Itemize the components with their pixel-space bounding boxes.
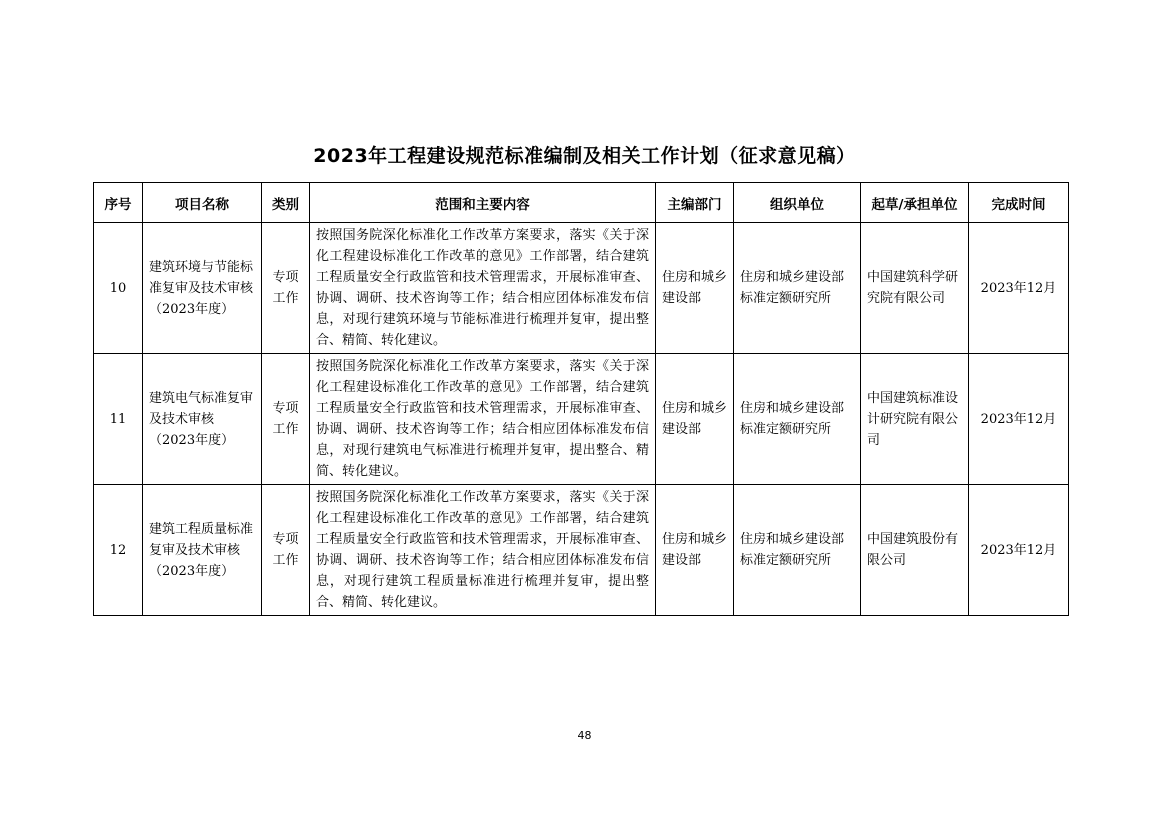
header-scope-content: 范围和主要内容 (310, 183, 656, 223)
cell-drafting-unit: 中国建筑股份有限公司 (861, 485, 969, 616)
cell-deadline: 2023年12月 (969, 354, 1069, 485)
cell-chief-department: 住房和城乡建设部 (656, 354, 734, 485)
cell-organizing-unit: 住房和城乡建设部标准定额研究所 (734, 354, 861, 485)
cell-project-name: 建筑环境与节能标准复审及技术审核（2023年度） (143, 223, 262, 354)
header-category: 类别 (262, 183, 310, 223)
cell-category: 专项工作 (262, 354, 310, 485)
cell-serial-number: 11 (94, 354, 143, 485)
cell-drafting-unit: 中国建筑标准设计研究院有限公司 (861, 354, 969, 485)
header-deadline: 完成时间 (969, 183, 1069, 223)
cell-serial-number: 12 (94, 485, 143, 616)
cell-organizing-unit: 住房和城乡建设部标准定额研究所 (734, 223, 861, 354)
cell-deadline: 2023年12月 (969, 223, 1069, 354)
page-title: 2023年工程建设规范标准编制及相关工作计划（征求意见稿） (313, 145, 856, 167)
table-row (94, 223, 1069, 354)
table-row (94, 485, 1069, 616)
cell-project-name: 建筑工程质量标准复审及技术审核（2023年度） (143, 485, 262, 616)
cell-category: 专项工作 (262, 223, 310, 354)
cell-deadline: 2023年12月 (969, 485, 1069, 616)
cell-drafting-unit: 中国建筑科学研究院有限公司 (861, 223, 969, 354)
cell-category: 专项工作 (262, 485, 310, 616)
cell-scope-content: 按照国务院深化标准化工作改革方案要求，落实《关于深化工程建设标准化工作改革的意见》工作部署，结合建筑工程质量安全行政监管和技术管理需求，开展标准审查、协调、调研、技术咨询等工作；结合相应团体标准发布信息，对现行建筑电气标准进行梳理并复审，提出整合、精简、转化建议。 (310, 354, 656, 485)
table-row (94, 354, 1069, 485)
header-drafting-unit: 起草/承担单位 (861, 183, 969, 223)
header-organizing-unit: 组织单位 (734, 183, 861, 223)
cell-organizing-unit: 住房和城乡建设部标准定额研究所 (734, 485, 861, 616)
cell-chief-department: 住房和城乡建设部 (656, 485, 734, 616)
page-number: 48 (577, 729, 592, 742)
table-header-row (94, 183, 1069, 223)
cell-scope-content: 按照国务院深化标准化工作改革方案要求，落实《关于深化工程建设标准化工作改革的意见》工作部署，结合建筑工程质量安全行政监管和技术管理需求，开展标准审查、协调、调研、技术咨询等工作；结合相应团体标准发布信息，对现行建筑环境与节能标准进行梳理并复审，提出整合、精简、转化建议。 (310, 223, 656, 354)
cell-chief-department: 住房和城乡建设部 (656, 223, 734, 354)
cell-serial-number: 10 (94, 223, 143, 354)
header-serial-number: 序号 (94, 183, 143, 223)
cell-project-name: 建筑电气标准复审及技术审核（2023年度） (143, 354, 262, 485)
work-plan-table (93, 182, 1069, 616)
header-chief-department: 主编部门 (656, 183, 734, 223)
cell-scope-content: 按照国务院深化标准化工作改革方案要求，落实《关于深化工程建设标准化工作改革的意见》工作部署，结合建筑工程质量安全行政监管和技术管理需求，开展标准审查、协调、调研、技术咨询等工作；结合相应团体标准发布信息，对现行建筑工程质量标准进行梳理并复审，提出整合、精简、转化建议。 (310, 485, 656, 616)
header-project-name: 项目名称 (143, 183, 262, 223)
